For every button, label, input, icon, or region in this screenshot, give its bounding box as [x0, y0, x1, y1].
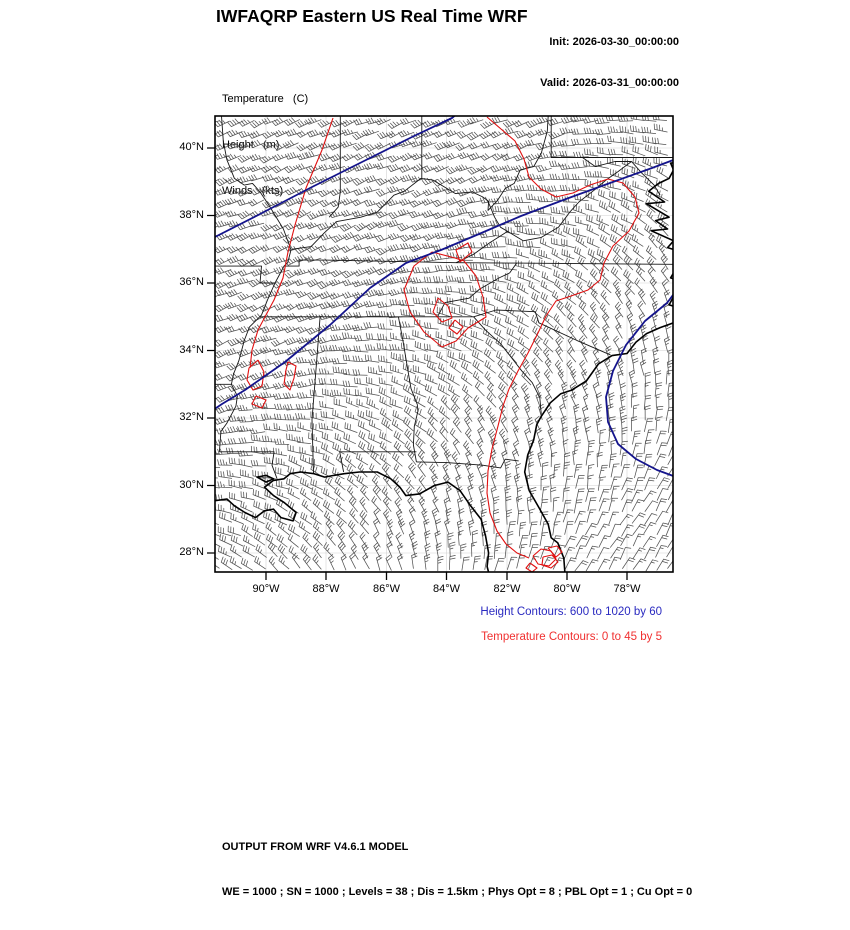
init-time: Init: 2026-03-30_00:00:00 [549, 36, 679, 48]
wind-barbs-layer [202, 113, 680, 571]
lat-axis-label: 36°N [179, 276, 204, 288]
lon-axis-label: 82°W [493, 583, 521, 595]
footer-config: WE = 1000 ; SN = 1000 ; Levels = 38 ; Dis = 1.5km ; Phys Opt = 8 ; PBL Opt = 1 ; Cu Opt = 0 [222, 886, 693, 898]
lat-axis-label: 30°N [179, 478, 204, 491]
lon-axis-label: 90°W [252, 583, 280, 595]
plot-title: IWFAQRP Eastern US Real Time WRF [216, 6, 528, 26]
legend-temperature: Temperature (C) [222, 93, 309, 106]
lat-axis-label: 38°N [179, 208, 204, 221]
lon-axis-label: 80°W [553, 583, 581, 595]
lon-axis-label: 78°W [613, 583, 641, 595]
temperature-contour-note: Temperature Contours: 0 to 45 by 5 [481, 631, 662, 643]
valid-time: Valid: 2026-03-31_00:00:00 [540, 76, 679, 89]
legend-height: Height (m) [222, 139, 280, 152]
lon-axis-label: 86°W [372, 583, 401, 595]
lat-axis-label: 32°N [179, 411, 204, 423]
height-contours-layer [213, 113, 676, 477]
lon-axis-label: 84°W [432, 583, 461, 595]
lat-axis-label: 28°N [179, 546, 204, 558]
legend-winds: Winds (kts) [222, 184, 284, 197]
lon-axis-label: 88°W [312, 583, 340, 595]
lat-axis-label: 34°N [179, 343, 204, 356]
lat-axis-label: 40°N [179, 141, 204, 153]
footer-model: OUTPUT FROM WRF V4.6.1 MODEL [222, 841, 409, 853]
height-contour-note: Height Contours: 600 to 1020 by 60 [480, 606, 662, 618]
model-output-footer [222, 810, 692, 930]
